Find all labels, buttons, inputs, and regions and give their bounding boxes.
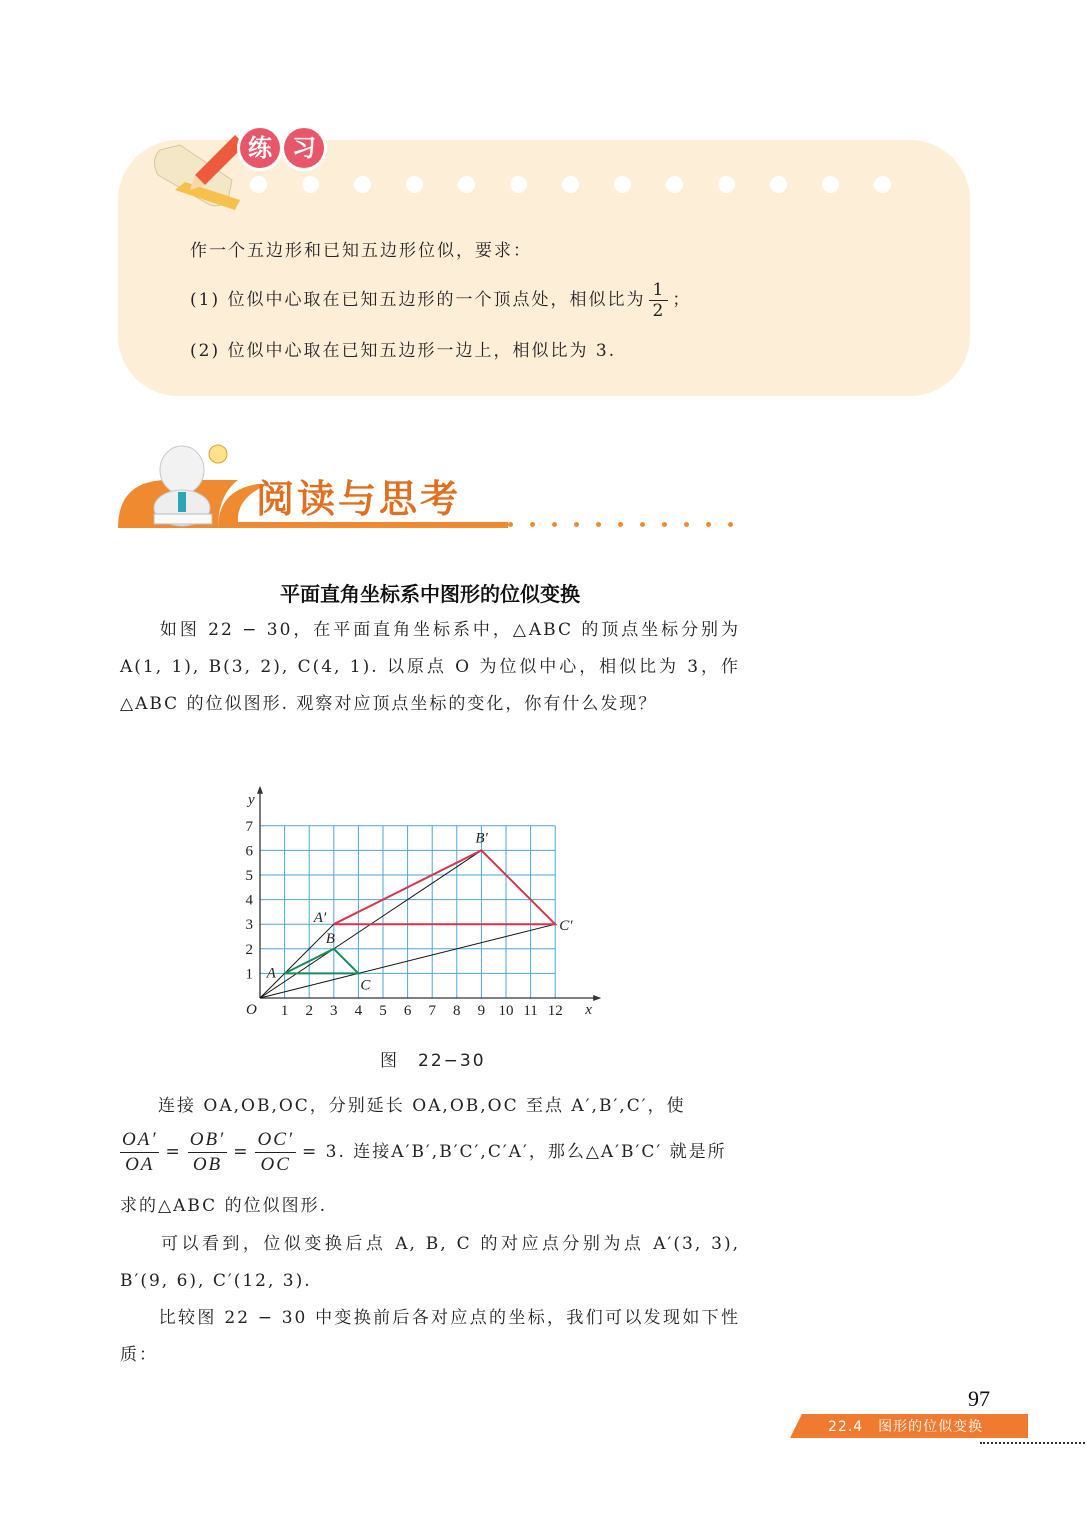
ratio-oc-den: OC — [260, 1154, 291, 1175]
x-tick-label: 4 — [354, 1003, 363, 1019]
x-tick-label: 1 — [280, 1003, 289, 1019]
triangle-abc-image — [334, 850, 555, 924]
x-tick-label: 8 — [453, 1003, 461, 1019]
paragraph-2-lead: 连接 OA,OB,OC，分别延长 OA,OB,OC 至点 A′,B′,C′，使 — [120, 1096, 686, 1116]
ratio-ob-num: OB′ — [188, 1128, 227, 1153]
exercise-item-1-end: ； — [672, 290, 692, 310]
exercise-badge-1: 练 — [240, 128, 280, 168]
paragraph-2-end: 求的△ABC 的位似图形. — [120, 1196, 327, 1216]
origin-label: O — [246, 1002, 257, 1018]
y-tick-label: 2 — [245, 941, 253, 958]
ratio-oa-den: OA — [125, 1154, 155, 1175]
decorative-dots — [250, 176, 910, 194]
x-tick-label: 10 — [498, 1003, 514, 1019]
y-tick-label: 3 — [245, 917, 253, 934]
exercise-intro: 作一个五边形和已知五边形位似，要求： — [190, 241, 532, 261]
triangle-abc — [285, 949, 359, 974]
footer-dots — [980, 1442, 1085, 1444]
paragraph-3: 可以看到，位似变换后点 A, B, C 的对应点分别为点 A′(3, 3), B′(9, 6), C′(12, 3). — [120, 1234, 740, 1291]
footer-section-label: 22.4 图形的位似变换 — [828, 1419, 984, 1435]
x-tick-label: 5 — [379, 1003, 387, 1019]
article-title: 平面直角坐标系中图形的位似变换 — [280, 582, 580, 606]
ratio-oc — [255, 1128, 296, 1177]
x-tick-label: 2 — [305, 1003, 313, 1019]
point-label: B′ — [475, 830, 488, 847]
figure-caption: 图 22−30 — [380, 1051, 486, 1071]
point-label: A′ — [313, 910, 327, 927]
ratio-ob — [188, 1128, 227, 1177]
ratio-oc-num: OC′ — [255, 1128, 296, 1153]
scroll-pencil-icon — [140, 120, 250, 215]
ratio-equation: $\frac{OA'}{OA}$ = $\frac{OB'}{OB}$ = $\frac{OC'}{OC}$ = 3. 连接A′B′,B′C′,C′A′，那么△A′B′C′ 就是所 — [122, 1129, 727, 1175]
coordinate-figure — [240, 780, 620, 1025]
ratio-oa-num: OA′ — [120, 1128, 159, 1153]
x-tick-label: 3 — [330, 1003, 338, 1019]
y-axis-arrow — [257, 786, 263, 794]
ratio-ob-den: OB — [192, 1154, 223, 1175]
y-tick-label: 5 — [245, 868, 253, 884]
exercise-item-2: (2) 位似中心取在已知五边形一边上，相似比为 3. — [190, 341, 617, 361]
point-label: C — [360, 977, 371, 994]
point-label: B — [325, 930, 335, 947]
paragraph-4: 比较图 22 − 30 中变换前后各对应点的坐标，我们可以发现如下性质： — [120, 1308, 740, 1365]
y-axis-label: y — [248, 791, 255, 808]
x-tick-label: 12 — [547, 1003, 563, 1019]
point-label: A — [266, 965, 276, 982]
ratio-oa — [120, 1128, 159, 1177]
paragraph-1: 如图 22 − 30，在平面直角坐标系中，△ABC 的顶点坐标分别为 A(1, 1), B(3, 2), C(4, 1). 以原点 O 为位似中心，相似比为 3，作△ABC 的位似图形. 观察对应顶点坐标的变化，你有什么发现？ — [120, 620, 740, 714]
y-tick-label: 7 — [245, 818, 253, 835]
y-tick-label: 6 — [245, 843, 253, 860]
ray-from-origin — [260, 924, 334, 998]
x-tick-label: 6 — [403, 1003, 412, 1019]
x-tick-label: 7 — [428, 1003, 436, 1019]
x-tick-label: 11 — [523, 1003, 538, 1019]
header-dots — [508, 522, 748, 528]
fraction-denominator: 2 — [652, 301, 666, 321]
exercise-badge-2: 习 — [284, 128, 324, 168]
exercise-item-1 — [190, 280, 691, 321]
exercise-item-1-text: (1) 位似中心取在已知五边形的一个顶点处，相似比为 — [190, 290, 646, 310]
fraction-one-half — [649, 280, 668, 321]
x-axis-label: x — [585, 1002, 592, 1018]
y-tick-label: 1 — [245, 966, 253, 983]
x-tick-label: 9 — [477, 1003, 486, 1019]
reading-section-title: 阅读与思考 — [256, 477, 462, 521]
x-axis-arrow — [593, 995, 601, 1001]
reader-character-icon — [140, 440, 240, 530]
point-label: C′ — [559, 918, 573, 935]
page-number: 97 — [968, 1386, 990, 1411]
ratio-equation-text: = 3. 连接A′B′,B′C′,C′A′，那么△A′B′C′ 就是所 — [302, 1142, 727, 1162]
fraction-numerator: 1 — [649, 280, 668, 301]
y-tick-label: 4 — [245, 892, 253, 909]
